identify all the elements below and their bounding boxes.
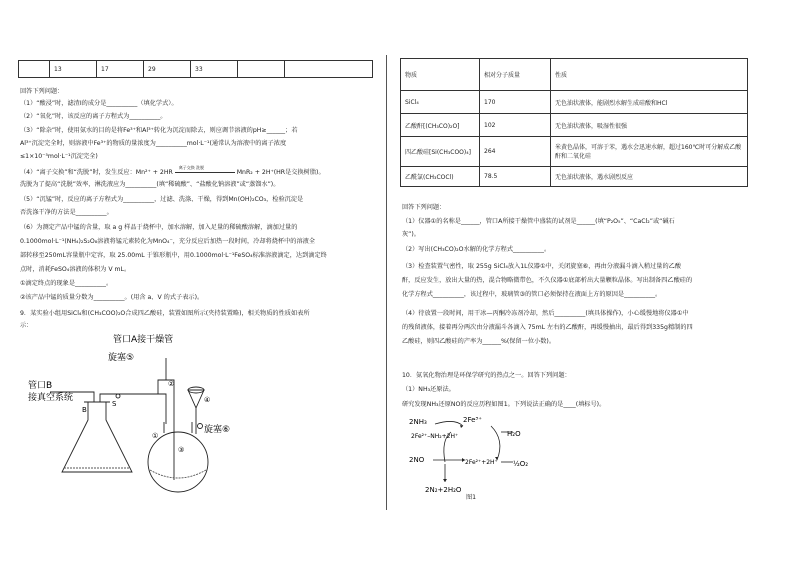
question-6-sub2: ②该产品中锰的质量分数为__________。(用含 a、V 的式子表示)。 xyxy=(20,294,204,301)
table-cell: 无色油状液体，能剧烈水解生成硅酸和HCl xyxy=(551,91,748,114)
table-cell: 29 xyxy=(144,61,191,78)
question-4-line2: 的残留液体，接着再分两次由分液漏斗各滴入 75mL 左右的乙酸酐，再缓慢抽出，最后得到335g精制的四 xyxy=(402,324,693,331)
question-3-line1: （3）检查装置气密性，取 255g SiCl₄放入1L仪器①中，关闭旋塞⑥，再由分液漏斗滴入稍过量的乙酸 xyxy=(402,263,682,270)
round-flask xyxy=(148,432,208,492)
label-4: ④ xyxy=(204,396,211,404)
table-cell: 无色油状液体，遇水剧烈反应 xyxy=(551,167,748,187)
question-2: （2）“氧化”时，该反应的离子方程式为__________。 xyxy=(20,113,167,120)
question-4-line1 xyxy=(20,165,325,177)
question-5-line2: 否洗涤干净的方法是__________。 xyxy=(20,209,113,216)
table-cell: 乙酸酐[(CH₃CO)₂O] xyxy=(401,114,480,137)
question-1-line1: （1）仪器①的名称是______，管口A所接干燥管中盛装的试剂是______(填“P₂O₅”、“CaCl₂”或“碱石 xyxy=(402,218,675,225)
question-3-line2: Al³⁺沉淀完全时，则溶液中Fe³⁺的物质的量浓度为__________mol·L⁻¹(通常认为溶液中的离子浓度 xyxy=(20,140,287,147)
table-cell: 四乙酸硅[Si(CH₃COO)₄] xyxy=(401,137,480,167)
table-row xyxy=(401,91,748,114)
question-3-line2: 酐，反应发生，放出大量的热，混合物略微带色，不久仪器①底部析出大量颗粒晶体。写出制备四乙酸硅的 xyxy=(402,277,693,284)
table-row xyxy=(401,137,748,167)
species-n2: 2N₂+2H₂O xyxy=(425,486,462,494)
question-4-line2: 洗脱为了提高“洗脱”效率，淋洗液应为__________(填“稀硫酸”、“盐酸化钠溶液”或“蒸馏水”)。 xyxy=(20,181,280,188)
question-4-line1: （4）待放置一段时间，用干冰—丙酮冷冻剂冷却，然后__________(填具体操作)，小心缓慢地将仪器①中 xyxy=(402,310,689,317)
table-cell xyxy=(285,61,373,78)
table-cell: 170 xyxy=(480,91,551,114)
question-1-line2: 灰”)。 xyxy=(402,231,420,238)
table-cell: 33 xyxy=(191,61,238,78)
question-3-line3: ≤1×10⁻⁵mol·L⁻¹沉淀完全) xyxy=(20,153,98,160)
label-valve-5: 旋塞⑤ xyxy=(108,353,135,363)
header-mass: 相对分子质量 xyxy=(480,59,551,91)
table-header-row xyxy=(401,59,748,91)
label-1: ① xyxy=(152,432,159,440)
figure-caption: 图1 xyxy=(466,494,477,501)
table-cell: 13 xyxy=(50,61,97,78)
question-3-line3: 化学方程式__________，该过程中，玻璃管③的管口必须保持在液面上方的原因是__________。 xyxy=(402,291,662,298)
question-2: （2）写出(CH₃CO)₂O水解的化学方程式__________。 xyxy=(402,246,551,253)
table-cell xyxy=(19,61,50,78)
apparatus-figure xyxy=(28,330,248,500)
species-h2o: H₂O xyxy=(507,430,521,438)
arrow-2 xyxy=(491,426,500,460)
connecting-tube xyxy=(100,394,166,424)
reaction-cycle-figure xyxy=(405,412,535,502)
table-row xyxy=(401,167,748,187)
species-o2: ½O₂ xyxy=(513,460,529,468)
reaction-arrow xyxy=(175,165,235,176)
table-cell: 无色油状液体，吸湿性很强 xyxy=(551,114,748,137)
label-2: ② xyxy=(168,380,175,388)
equation-left: （4）“离子交换”和“洗脱”时，发生反应：Mn²⁺ + 2HR xyxy=(20,169,173,176)
label-b: B xyxy=(82,406,87,414)
species-fe3: 2Fe³⁺ xyxy=(463,416,482,424)
species-nh3: 2NH₃ xyxy=(409,418,427,426)
valve-5 xyxy=(116,394,120,398)
label-valve-6: 旋塞⑥ xyxy=(204,425,231,435)
question-6-line4: 点时，消耗FeSO₄溶液的体积为 V mL。 xyxy=(20,266,131,273)
answer-intro: 回答下列问题： xyxy=(402,204,446,211)
question-10-part1-text: 研究发现NH₃还原NO的反应历程如图1。下列说法正确的是____(填标号)。 xyxy=(402,401,606,408)
question-6-line2: 0.1000mol·L⁻¹(NH₄)₂S₂O₈溶液将锰元素转化为MnO₄⁻，充分反应后加热一段时间，冷却将烧杯中的溶液全 xyxy=(20,238,316,245)
arrow-label: 离子交换 洗脱 xyxy=(178,165,205,170)
dropping-funnel xyxy=(188,390,204,422)
question-9-line1: 9．某实验小组用SiCl₄和(CH₃COO)₂O合成四乙酸硅，装置如图所示(夹持装置略)，相关物质的性质如表所 xyxy=(20,310,310,317)
arrow-1 xyxy=(435,421,463,426)
label-tube-a: 管口A接干燥管 xyxy=(113,335,174,345)
species-fe2: 2Fe²⁺+2H⁺ xyxy=(465,459,498,466)
question-6-sub1: ①滴定终点的现象是__________。 xyxy=(20,280,113,287)
table-cell: 78.5 xyxy=(480,167,551,187)
column-divider xyxy=(386,55,387,510)
question-4-line3: 乙酸硅，则四乙酸硅的产率为______%(保留一位小数)。 xyxy=(402,338,556,345)
question-3-line1: （3）“除杂”时，使用氨水的目的是将Fe³⁺和Al³⁺转化为沉淀而除去，则应调节溶液的pH≥______；若 xyxy=(20,127,298,134)
valve-6 xyxy=(198,424,203,429)
table-row xyxy=(19,61,373,78)
label-tube-b-1: 管口B xyxy=(28,381,53,391)
equation-right: MnR₂ + 2H⁺(HR是交换树脂)。 xyxy=(236,169,325,176)
question-6-line3: 部转移至250mL容量瓶中定容，取 25.00mL 于锥形瓶中，用0.1000mol·L⁻¹FeSO₄标准溶液滴定，达到滴定终 xyxy=(20,252,327,259)
table-cell: 米黄色晶体，可溶于苯，遇水会迅速水解，超过160℃时可分解成乙酸酐和二氧化硅 xyxy=(551,137,748,167)
header-substance: 物质 xyxy=(401,59,480,91)
header-property: 性质 xyxy=(551,59,748,91)
table-cell: 乙酰氯(CH₃COCl) xyxy=(401,167,480,187)
label-3: ③ xyxy=(178,446,185,454)
question-10: 10．氨氧化物治理是环保学研究的热点之一。回答下列问题： xyxy=(402,372,571,379)
question-1: （1）“酸浸”时，滤渣Ⅰ的成分是__________（填化学式）。 xyxy=(20,100,178,107)
label-tube-b-2: 接真空系统 xyxy=(28,393,74,403)
species-fe2-nh2: 2Fe²⁺–NH₂+2H⁺ xyxy=(411,433,459,440)
table-cell: SiCl₄ xyxy=(401,91,480,114)
arrow-line xyxy=(175,172,235,173)
table-row xyxy=(401,114,748,137)
answer-intro: 回答下列问题： xyxy=(20,88,64,95)
question-6-line1: （6）为测定产品中锰的含量，取 a g 样品于烧杯中，加水溶解，加入足量的稀硫酸溶解，滴加过量的 xyxy=(20,224,298,231)
table-cell: 102 xyxy=(480,114,551,137)
table-cell: 264 xyxy=(480,137,551,167)
properties-table xyxy=(400,58,748,187)
data-table-top xyxy=(18,60,373,78)
species-no: 2NO xyxy=(409,456,425,464)
question-9-line2: 示： xyxy=(20,322,33,329)
conical-flask xyxy=(62,402,132,472)
label-s: S xyxy=(112,400,117,408)
question-10-part1: （1）NH₃还原法。 xyxy=(402,386,455,393)
table-cell xyxy=(238,61,285,78)
table-cell: 17 xyxy=(97,61,144,78)
question-5-line1: （5）“沉锰”时，反应的离子方程式为__________，过滤、洗涤、干燥，得到Mn(OH)₂CO₃，检验沉淀是 xyxy=(20,196,304,203)
